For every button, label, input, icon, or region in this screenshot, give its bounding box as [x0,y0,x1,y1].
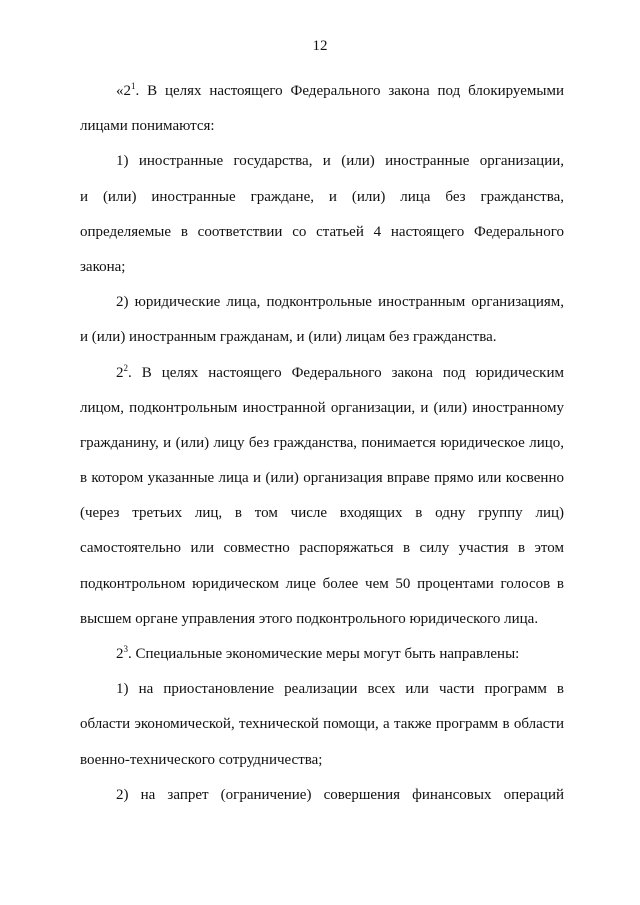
text-line: высшем органе управления этого подконтрольного юридического лица. [80,610,539,627]
text-line: гражданину, и (или) лицу без гражданства, понимается юридическое лицо, [80,434,564,451]
text-line: и (или) иностранным гражданам, и (или) лицам без гражданства. [80,329,497,346]
text-fragment: 2 [116,646,124,662]
text-line: 2) юридические лица, подконтрольные иностранным организациям, [116,294,564,311]
superscript-index: 3 [123,644,128,654]
text-line: (через третьих лиц, в том числе входящих в одну группу лиц) [80,505,564,522]
text-line: самостоятельно или совместно распоряжаться в силу участия в этом [80,540,564,557]
text-line: 2) на запрет (ограничение) совершения финансовых операций [116,786,564,803]
text-line: 1) на приостановление реализации всех или части программ в [116,681,564,698]
page-number: 12 [312,38,328,54]
document-body [80,74,564,813]
superscript-index: 2 [123,362,128,373]
text-fragment: 2 [116,364,124,381]
paragraph [80,74,564,144]
text-line: военно-технического сотрудничества; [80,751,323,768]
paragraph [80,637,564,672]
text-line: в котором указанные лица и (или) организация вправе прямо или косвенно [80,470,564,487]
text-line: закона; [80,258,126,275]
text-line: лицом, подконтрольным иностранной организации, и (или) иностранному [80,399,564,416]
paragraph [80,356,564,638]
text-fragment: . Специальные экономические меры могут быть направлены: [128,646,520,662]
superscript-index: 1 [131,81,136,91]
text-line: определяемые в соответствии со статьей 4 настоящего Федерального [80,223,564,240]
text-line [80,74,564,109]
text-line: лицами понимаются: [80,118,215,135]
text-fragment: «2 [116,83,131,99]
text-line: 1) иностранные государства, и (или) иностранные организации, [116,153,564,170]
paragraph [80,144,564,285]
text-fragment: . В целях настоящего Федерального закона под блокируемыми [135,83,564,99]
paragraph [80,672,564,778]
paragraph [80,285,564,355]
text-line: подконтрольном юридическом лице более чем 50 процентами голосов в [80,575,564,592]
text-line [80,637,564,672]
text-line: и (или) иностранные граждане, и (или) лица без гражданства, [80,188,564,205]
text-line: области экономической, технической помощи, а также программ в области [80,716,564,733]
paragraph [80,778,564,813]
text-line [80,356,564,391]
text-fragment: . В целях настоящего Федерального закона под юридическим [128,364,564,381]
